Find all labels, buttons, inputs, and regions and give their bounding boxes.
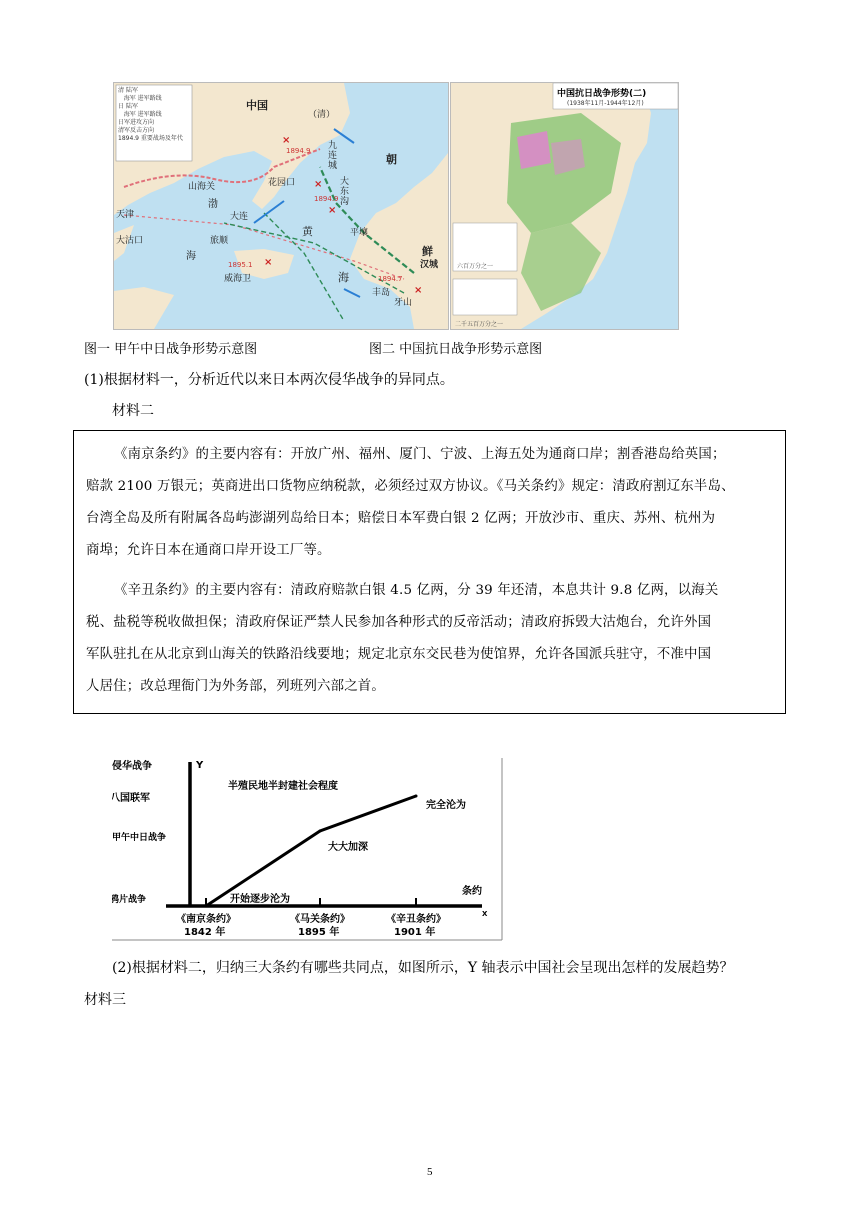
chart-y-symbol: Y — [196, 760, 204, 771]
map1-label: （清） — [308, 110, 336, 120]
map1-legend-item: 陆军 — [125, 103, 138, 110]
map1-label: 大沽口 — [116, 236, 144, 246]
map1-place-labels — [114, 83, 448, 329]
map1-label: 牙山 — [394, 298, 413, 308]
map1-label: 威海卫 — [224, 274, 252, 284]
map1-label: 朝 — [386, 153, 397, 166]
chart-annotation: 完全沦为 — [426, 800, 466, 811]
box-line: 《辛丑条约》的主要内容有：清政府赔款白银 4.5 亿两，分 39 年还清，本息共计 9.8 亿两，以海关 — [114, 583, 719, 598]
map1-legend-item: 1894.9 — [118, 135, 139, 142]
svg-text:×: × — [282, 135, 291, 146]
chart-x-tick-year: 1901 年 — [394, 927, 436, 938]
map1-label: 丰岛 — [372, 288, 391, 298]
map1-label: 大东沟 — [340, 177, 350, 207]
map2-note-scale1: 六百万分之一 — [457, 263, 494, 270]
map1-label: 1894.9 — [314, 195, 339, 203]
chart-x-tick-label: 《南京条约》 — [176, 914, 236, 925]
map1-label: 渤 — [208, 199, 218, 210]
chart-y-tick: 鸦片战争 — [112, 895, 147, 905]
map1-label: 天津 — [116, 210, 135, 220]
map1-label: 汉城 — [420, 260, 439, 270]
question-2: (2)根据材料二，归纳三大条约有哪些共同点，如图所示，Y 轴表示中国社会呈现出怎样的发展趋势？ — [112, 960, 734, 976]
map-sino-japanese-war — [113, 82, 449, 330]
map1-legend-item: 海军 — [123, 111, 136, 118]
chart-annotation: 开始逐步沦为 — [230, 894, 290, 905]
map2-subtitle: (1938年11月-1944年12月) — [567, 100, 644, 107]
map1-legend-group-japan: 日 — [118, 103, 125, 110]
map1-label: 九连城 — [328, 141, 338, 171]
map1-legend-group-qing: 清 — [118, 87, 125, 94]
chart-x-symbol: X — [482, 910, 488, 918]
map1-legend-item: 重要战场及年代 — [140, 135, 183, 142]
map1-label: 海 — [186, 251, 196, 262]
svg-text:×: × — [314, 179, 323, 190]
chart-x-tick-label: 《辛丑条约》 — [386, 914, 446, 925]
map1-legend-item: 日军进攻方向 — [118, 119, 155, 126]
figure2-caption: 图二 中国抗日战争形势示意图 — [369, 342, 543, 357]
map1-label: 1894.7 — [378, 275, 403, 283]
map1-legend-item: 进军路线 — [137, 111, 162, 118]
map1-label: 鲜 — [422, 245, 433, 258]
map1-legend-item: 清军反击方向 — [118, 127, 155, 134]
map1-label: 旅顺 — [210, 236, 229, 246]
map1-label: 1895.1 — [228, 261, 253, 269]
box-line: 军队驻扎在从北京到山海关的铁路沿线要地；规定北京东交民巷为使馆界，允许各国派兵驻守，不准中国 — [86, 647, 712, 662]
box-line: 商埠；允许日本在通商口岸开设工厂等。 — [86, 543, 331, 558]
box-line: 台湾全岛及所有附属各岛屿澎湖列岛给日本；赔偿日本军费白银 2 亿两；开放沙市、重庆、苏州、杭州为 — [86, 511, 716, 526]
svg-text:×: × — [414, 285, 423, 296]
chart-series-line — [206, 796, 416, 906]
box-line: 《南京条约》的主要内容有：开放广州、福州、厦门、宁波、上海五处为通商口岸；割香港岛给英国； — [114, 447, 726, 462]
box-line: 税、盐税等税收做担保；清政府保证严禁人民参加各种形式的反帝活动；清政府拆毁大沽炮台，允许外国 — [86, 615, 712, 630]
map1-label: 山海关 — [188, 182, 216, 192]
map1-legend-item: 进军路线 — [137, 95, 162, 102]
chart-y-label: 侵华战争 — [112, 761, 152, 772]
map2-svg — [451, 83, 678, 329]
material-2-label: 材料二 — [112, 403, 154, 419]
figure1-caption: 图一 甲午中日战争形势示意图 — [84, 342, 258, 357]
map1-label: 中国 — [246, 99, 268, 112]
chart-x-tick-label: 《马关条约》 — [290, 914, 350, 925]
map1-label: 黄 — [302, 225, 313, 238]
chart-title: 半殖民地半封建社会程度 — [228, 781, 338, 792]
map1-legend-item: 陆军 — [125, 87, 138, 94]
map1-label: 大连 — [230, 212, 249, 222]
chart-point — [319, 830, 322, 833]
box-line: 人居住；改总理衙门为外务部，列班列六部之首。 — [86, 679, 385, 694]
material-3-label: 材料三 — [84, 992, 126, 1008]
map2-note-scale2: 二千五百万分之一 — [455, 321, 504, 328]
map1-label: 花园口 — [268, 178, 296, 188]
page-number: 5 — [427, 1166, 433, 1178]
chart-svg — [112, 758, 504, 942]
chart-x-tick-year: 1842 年 — [184, 927, 226, 938]
chart-x-tick-year: 1895 年 — [298, 927, 340, 938]
box-line: 赔款 2100 万银元；英商进出口货物应纳税款，必须经过双方协议。《马关条约》规定：清政府割辽东半岛、 — [86, 479, 735, 494]
chart-y-tick: 八国联军 — [112, 793, 150, 804]
svg-text:×: × — [328, 205, 337, 216]
map1-legend-item: 海军 — [123, 95, 136, 102]
map1-label: 平壤 — [350, 228, 369, 238]
material-2-box — [73, 430, 786, 714]
map2-title: 中国抗日战争形势(二) — [557, 89, 647, 99]
chart-point — [415, 795, 418, 798]
chart-y-tick: 甲午中日战争 — [112, 833, 167, 843]
map1-label: 海 — [338, 271, 349, 284]
chart-annotation: 大大加深 — [328, 842, 368, 853]
svg-text:×: × — [264, 257, 273, 268]
semi-colonial-chart — [112, 758, 504, 942]
map-anti-japanese-war — [450, 82, 679, 330]
question-1: (1)根据材料一，分析近代以来日本两次侵华战争的异同点。 — [84, 372, 454, 388]
map1-label: 1894.9 — [286, 147, 311, 155]
chart-x-label: 条约 — [462, 886, 482, 897]
